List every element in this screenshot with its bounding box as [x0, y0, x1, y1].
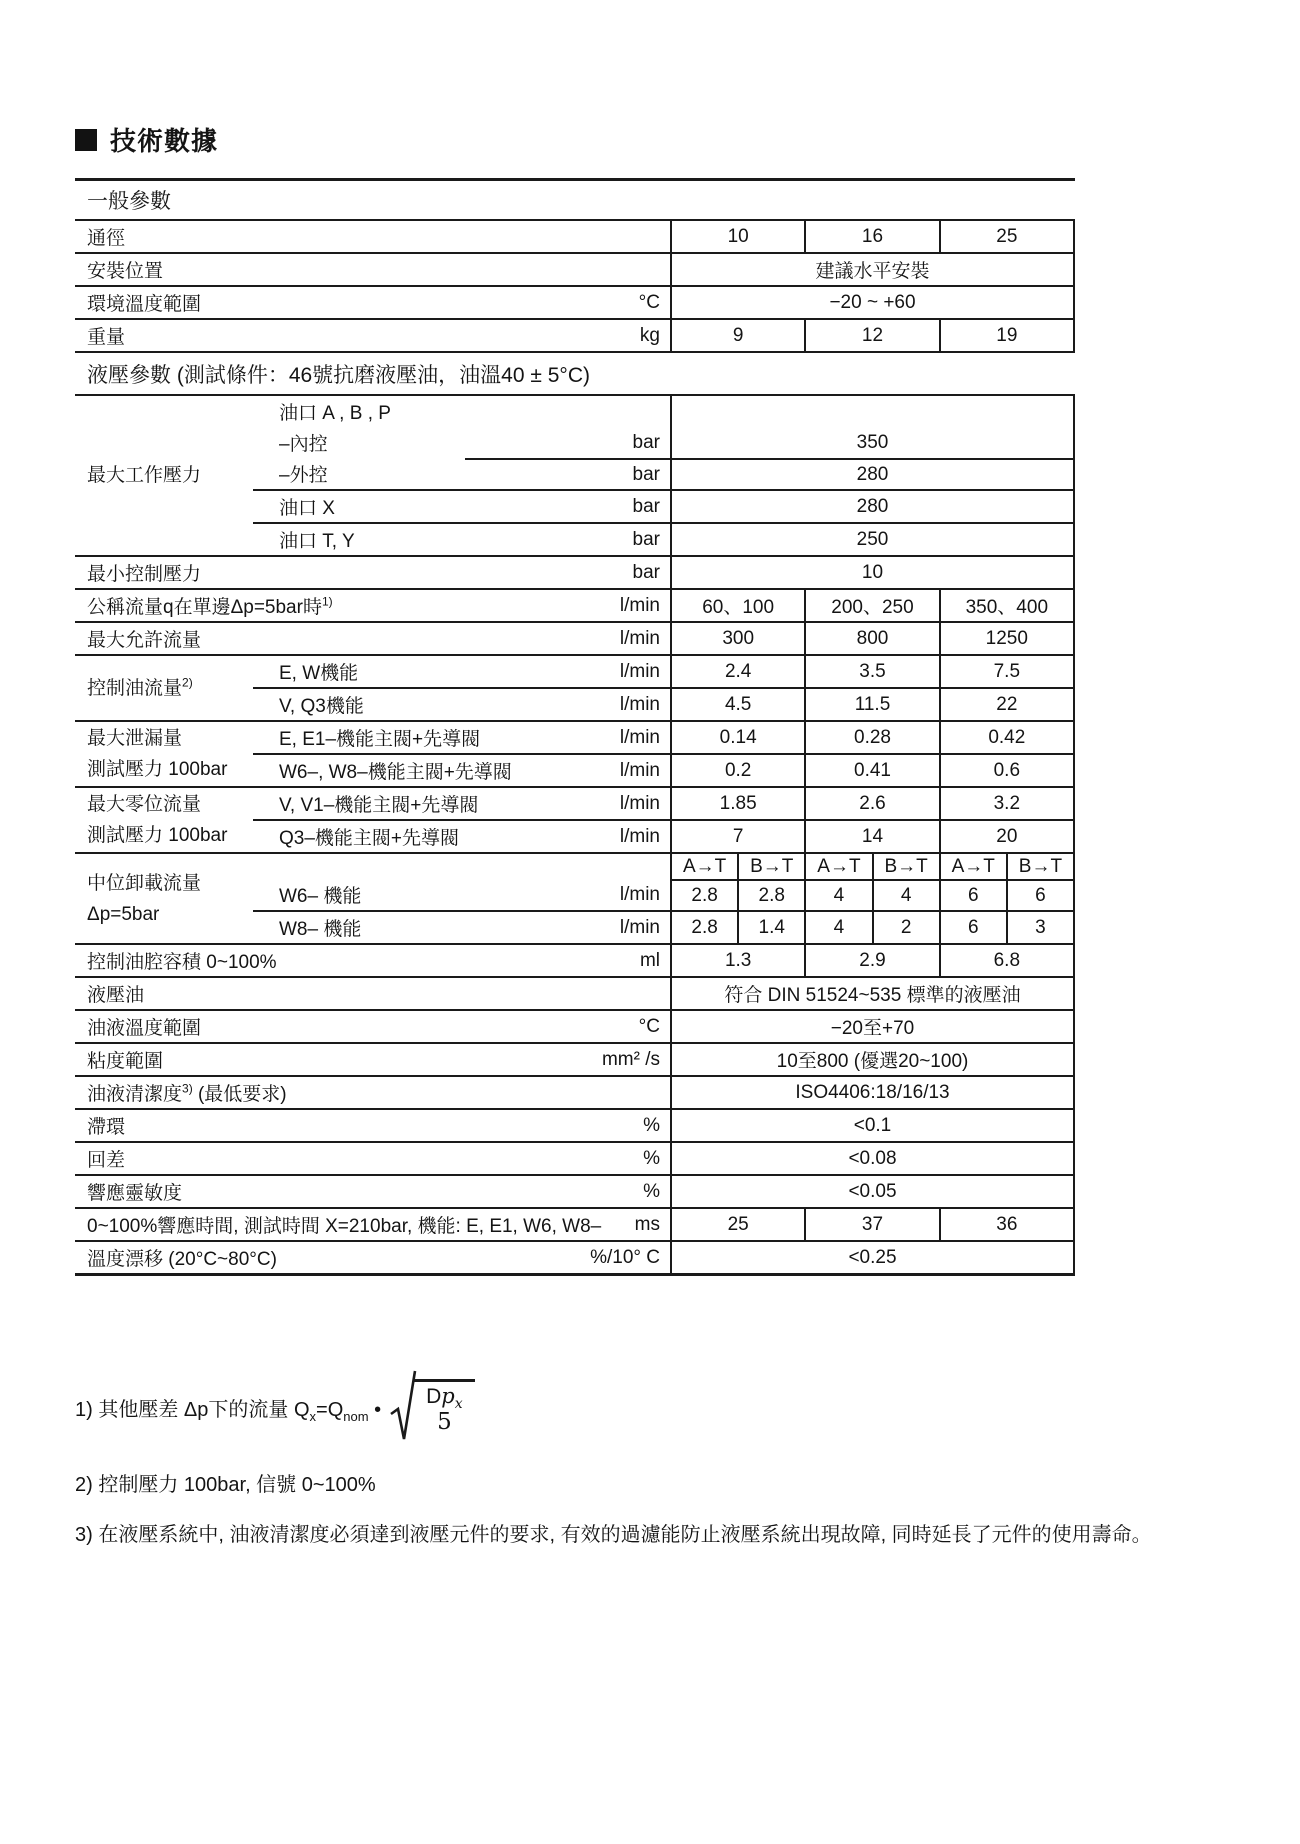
value-merged: 250 [856, 528, 889, 550]
value-dn25: 20 [939, 821, 1073, 852]
value-dn25: 6.8 [939, 945, 1073, 976]
unit-label: bar [632, 528, 660, 550]
value-dn25: 36 [939, 1209, 1073, 1240]
value-dn16: 0.41 [804, 755, 938, 786]
value-merged: 350 [856, 431, 889, 453]
unit-label: l/min [619, 792, 660, 814]
subrow-port-direction-header [253, 854, 1075, 879]
row-label: 通徑 [87, 228, 126, 249]
group-label-line2: 測試壓力 100bar [87, 825, 228, 846]
row-label: 最小控制壓力 [87, 564, 202, 585]
row-response-time [75, 1209, 1075, 1242]
formula-denominator: 5 [437, 1408, 452, 1435]
formula-numerator: $Dp_x$ [426, 1383, 463, 1412]
group-max-leakage [75, 722, 1075, 788]
row-ambient-temp [75, 287, 1075, 320]
footnote-1 [75, 1368, 475, 1446]
subrow-e-e1-function: E, E1–機能主閥+先導閥 l/min 0.14 0.28 0.42 [253, 722, 1075, 753]
unit-label: ml [639, 949, 660, 971]
value-dn25: 350、400 [939, 590, 1073, 621]
unit-label: %/10° C [590, 1246, 660, 1268]
unit-label: l/min [619, 594, 660, 616]
value-merged: 280 [856, 463, 889, 485]
unit-label: l/min [619, 627, 660, 649]
row-temp-drift [75, 1242, 1075, 1276]
section-header-hydraulic: 液壓參數 (測試條件：46號抗磨液壓油，油溫40 ± 5°C) [75, 353, 1075, 396]
value-dn16: 200、250 [804, 590, 938, 621]
value-dn16: 3.5 [804, 656, 938, 687]
value-merged: 280 [856, 495, 889, 517]
unit-label: bar [632, 431, 660, 453]
value-merged: <0.05 [848, 1180, 897, 1202]
value-dn25: 0.6 [939, 755, 1073, 786]
value-dn10: 2.4 [724, 660, 752, 682]
col-header-b-t: B→T [872, 854, 939, 879]
footnote-3: 3) 在液壓系統中, 油液清潔度必須達到液壓元件的要求, 有效的過濾能防止液壓系統出現故障, 同時延長了元件的使用壽命。 [75, 1524, 1152, 1546]
row-label: 最大允許流量 [87, 630, 202, 651]
row-reversal-error [75, 1143, 1075, 1176]
row-cleanliness [75, 1077, 1075, 1110]
unit-label: % [643, 1114, 660, 1136]
value-dn25: 7.5 [939, 656, 1073, 687]
subrow-external-pilot: –外控 bar 280 [253, 458, 1075, 489]
subrow-internal-pilot: –內控 bar 350 [253, 427, 1075, 458]
footnote-ref-2: 2) [182, 675, 193, 690]
value-dn10: 0.2 [724, 759, 752, 781]
row-label: 回差 [87, 1150, 126, 1171]
group-control-oil-flow [75, 656, 1075, 722]
row-viscosity [75, 1044, 1075, 1077]
row-weight [75, 320, 1075, 353]
value-dn16: 2.9 [804, 945, 938, 976]
value-dn10: 1.85 [719, 792, 757, 814]
value-merged: <0.1 [853, 1114, 892, 1136]
row-control-chamber-volume [75, 945, 1075, 978]
group-neutral-unload-flow [75, 854, 1075, 945]
subrow-port-ty: 油口 T, Y bar 250 [253, 522, 1075, 555]
col-header-b-t: B→T [1006, 854, 1073, 879]
value-dn16: 2.6 [804, 788, 938, 819]
group-max-zero-flow [75, 788, 1075, 854]
row-label: 安裝位置 [87, 261, 164, 282]
value-merged: −20至+70 [830, 1018, 915, 1039]
value-dn10: 9 [732, 324, 744, 346]
value-merged: 符合 DIN 51524~535 標準的液壓油 [724, 985, 1021, 1006]
row-label: 溫度漂移 (20°C~80°C) [87, 1249, 277, 1270]
subrow-vq3-function: V, Q3機能 l/min 4.5 11.5 22 [253, 687, 1075, 720]
unit-label: °C [638, 1015, 660, 1037]
row-fluid-temp [75, 1011, 1075, 1044]
row-fluid [75, 978, 1075, 1011]
unit-label: l/min [619, 759, 660, 781]
row-max-allowed-flow [75, 623, 1075, 656]
value-merged: −20 ~ +60 [829, 291, 916, 313]
value-dn10: 10 [727, 225, 749, 247]
footnote-1-text: 1) 其他壓差 Δp下的流量 $Q_x=Q_{nom}$ • [75, 1398, 382, 1424]
footnote-ref-3: 3) [182, 1081, 193, 1096]
row-label: 液壓油 [87, 985, 145, 1006]
value-dn10: 1.3 [724, 949, 752, 971]
value-dn16: 14 [804, 821, 938, 852]
value-dn10: 4.5 [724, 693, 752, 715]
group-max-working-pressure [75, 396, 1075, 557]
value-dn16: 37 [804, 1209, 938, 1240]
value-dn25: 1250 [939, 623, 1073, 654]
value-dn25: 19 [939, 320, 1073, 351]
unit-label: l/min [619, 726, 660, 748]
square-bullet-icon [75, 129, 97, 151]
unit-label: bar [465, 458, 670, 489]
col-header-a-t: A→T [939, 854, 1006, 879]
row-label: 滯環 [87, 1117, 126, 1138]
value-dn10: 0.14 [719, 726, 757, 748]
subrow-w8-function: W8– 機能 l/min 2.8 1.4 4 2 6 3 [253, 910, 1075, 943]
unit-label: l/min [619, 916, 660, 938]
row-label: 粘度範圍 [87, 1051, 164, 1072]
technical-data-table [75, 178, 1075, 1276]
col-header-a-t: A→T [682, 855, 727, 877]
unit-label: % [643, 1180, 660, 1202]
unit-label: kg [639, 324, 660, 346]
unit-label: l/min [619, 660, 660, 682]
group-label-line1: 最大泄漏量 [87, 728, 183, 749]
row-nominal-flow [75, 590, 1075, 623]
value-merged: <0.08 [848, 1147, 897, 1169]
subrow-v-v1-function: V, V1–機能主閥+先導閥 l/min 1.85 2.6 3.2 [253, 788, 1075, 819]
unit-label: l/min [619, 693, 660, 715]
group-label: 最大工作壓力 [87, 465, 202, 486]
col-header-b-t: B→T [737, 854, 804, 879]
subrow-ew-function: E, W機能 l/min 2.4 3.5 7.5 [253, 656, 1075, 687]
value-dn25: 3.2 [939, 788, 1073, 819]
value-dn10: 300 [722, 627, 755, 649]
group-label-line2: Δp=5bar [87, 903, 160, 925]
sqrt-radical-icon [389, 1369, 417, 1445]
col-header-a-t: A→T [804, 854, 871, 879]
value-dn16: 11.5 [804, 689, 938, 720]
group-label: 控制油流量$^{2)}$ [87, 675, 193, 699]
row-label: 油液清潔度$^{3)}$ (最低要求) [87, 1081, 287, 1105]
page-title [75, 121, 218, 158]
flow-formula [389, 1369, 475, 1445]
value-merged: 10至800 (優選20~100) [776, 1051, 969, 1072]
group-label-line1: 中位卸載流量 [87, 872, 202, 894]
group-label-line2: 測試壓力 100bar [87, 759, 228, 780]
row-label: 環境溫度範圍 [87, 294, 202, 315]
row-hysteresis [75, 1110, 1075, 1143]
row-label: 控制油腔容積 0~100% [87, 952, 277, 973]
value-merged: <0.25 [848, 1246, 897, 1268]
value-dn16: 0.28 [804, 722, 938, 753]
value-dn16: 16 [804, 221, 938, 252]
unit-label: bar [632, 561, 660, 583]
footnote-ref-1: 1) [321, 594, 333, 609]
subrow-port-x: 油口 X bar 280 [253, 489, 1075, 522]
row-mounting-position [75, 254, 1075, 287]
subrow-port-abp: 油口 A , B , P [253, 396, 1075, 427]
unit-label: l/min [619, 883, 660, 905]
value-dn10: 7 [732, 825, 744, 847]
subrow-w6-function: W6– 機能 l/min 2.8 2.8 4 4 6 6 [253, 879, 1075, 910]
row-nominal-size [75, 221, 1075, 254]
row-label: 公稱流量q在單邊Δp=5bar時$^{1)}$ [87, 594, 333, 618]
page-title-text: 技術數據 [110, 126, 219, 156]
unit-label: °C [638, 291, 660, 313]
value-dn16: 800 [804, 623, 938, 654]
value-dn25: 0.42 [939, 722, 1073, 753]
footnote-2: 2) 控制壓力 100bar, 信號 0~100% [75, 1474, 376, 1496]
row-label: 響應靈敏度 [87, 1183, 183, 1204]
unit-label: bar [632, 495, 660, 517]
value-merged: 10 [861, 561, 884, 583]
row-label: 油液溫度範圍 [87, 1018, 202, 1039]
value-merged: ISO4406:18/16/13 [795, 1081, 950, 1103]
value-dn10: 25 [727, 1213, 749, 1235]
row-label: 重量 [87, 327, 126, 348]
row-response-sensitivity [75, 1176, 1075, 1209]
row-label: 0~100%響應時間, 測試時間 X=210bar, 機能: E, E1, W6, W8– [87, 1216, 602, 1237]
value-dn10: 60、100 [702, 597, 775, 618]
value-merged: 建議水平安裝 [815, 261, 930, 282]
row-min-control-pressure [75, 557, 1075, 590]
subrow-q3-function: Q3–機能主閥+先導閥 l/min 7 14 20 [253, 819, 1075, 852]
unit-label: ms [634, 1213, 660, 1235]
unit-label: l/min [619, 825, 660, 847]
subrow-w6-w8-function: W6–, W8–機能主閥+先導閥 l/min 0.2 0.41 0.6 [253, 753, 1075, 786]
unit-label: mm² /s [601, 1048, 660, 1070]
value-dn25: 22 [939, 689, 1073, 720]
unit-label: % [643, 1147, 660, 1169]
section-header-general: 一般參數 [75, 181, 1075, 221]
group-label-line1: 最大零位流量 [87, 794, 202, 815]
value-dn25: 25 [939, 221, 1073, 252]
value-dn16: 12 [804, 320, 938, 351]
